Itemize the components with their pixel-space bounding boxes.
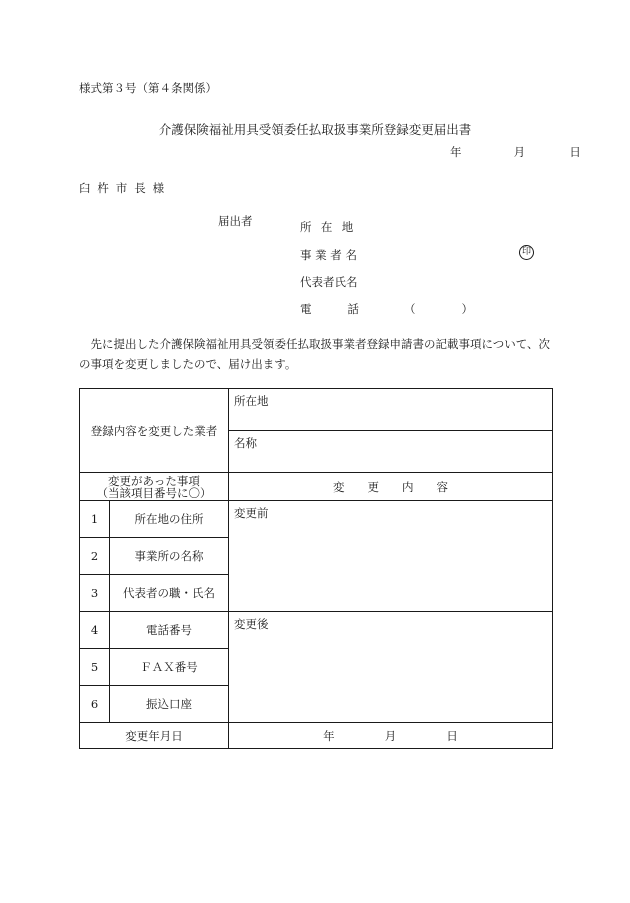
item-number-4[interactable]: 4: [80, 612, 110, 649]
phone-label: 電 話: [300, 302, 375, 316]
item-number-5[interactable]: 5: [80, 649, 110, 686]
after-change-cell[interactable]: [229, 612, 553, 723]
item-number-2[interactable]: 2: [80, 538, 110, 575]
business-name-cell[interactable]: [229, 431, 553, 473]
change-notification-table: [79, 388, 553, 749]
change-month-label: 月: [384, 728, 397, 743]
item-label-4: 電話番号: [110, 612, 229, 649]
business-address-label: 所在地: [234, 394, 269, 408]
item-label-3: 代表者の職・氏名: [110, 575, 229, 612]
addressee: 臼杵市長様: [79, 181, 171, 195]
change-year-label: 年: [323, 728, 335, 743]
item-number-6[interactable]: 6: [80, 686, 110, 723]
notifier-label: 届出者: [218, 214, 253, 228]
form-number: 様式第３号（第４条関係）: [79, 81, 217, 95]
change-day-label: 日: [446, 728, 458, 743]
year-label: 年: [450, 145, 462, 159]
after-change-label: 変更後: [234, 617, 269, 631]
item-label-1: 所在地の住所: [110, 501, 229, 538]
item-label-6: 振込口座: [110, 686, 229, 723]
change-content-header: 変 更 内 容: [229, 473, 553, 501]
seal-mark: 印: [519, 245, 534, 260]
phone-area-code-parens: （ ）: [404, 302, 473, 316]
change-date-cell[interactable]: [229, 723, 553, 749]
business-address-cell[interactable]: [229, 389, 553, 431]
address-label: 所 在 地: [300, 220, 357, 234]
changed-item-header: 変更があった事項 （当該項目番号に〇）: [80, 473, 229, 501]
item-number-1[interactable]: 1: [80, 501, 110, 538]
month-label: 月: [513, 145, 526, 159]
day-label: 日: [569, 145, 581, 159]
before-change-cell[interactable]: [229, 501, 553, 612]
body-text: 先に提出した介護保険福祉用具受領委任払取扱事業者登録申請書の記載事項について、次の事項を変更しましたので、届け出ます。: [79, 337, 551, 371]
business-name-label: 事 業 者 名: [300, 248, 357, 262]
item-number-3[interactable]: 3: [80, 575, 110, 612]
representative-name-label: 代表者氏名: [300, 275, 358, 289]
changed-business-label: 登録内容を変更した業者: [80, 389, 229, 473]
item-label-5: ＦＡＸ番号: [110, 649, 229, 686]
business-name-label: 名称: [234, 436, 257, 450]
change-date-label: 変更年月日: [80, 723, 229, 749]
item-label-2: 事業所の名称: [110, 538, 229, 575]
submission-date: [450, 144, 581, 160]
document-title: 介護保険福祉用具受領委任払取扱事業所登録変更届出書: [158, 122, 472, 137]
before-change-label: 変更前: [234, 506, 269, 520]
